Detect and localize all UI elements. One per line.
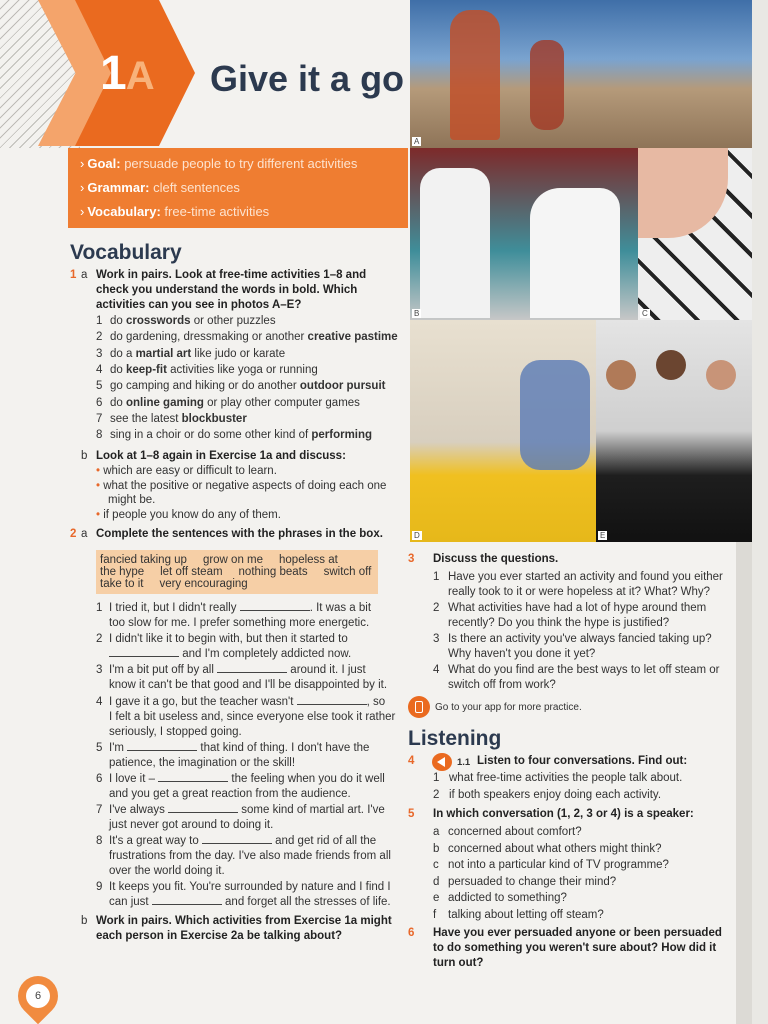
exercise-1b-instruction: Look at 1–8 again in Exercise 1a and discuss: [96,450,346,462]
sentence-line [96,601,371,616]
item-number: 2 [433,789,440,801]
question-text: What activities have had a lot of hype around them [448,602,707,614]
question-text: What do you find are the best ways to let off steam or [448,664,720,676]
list-item [433,842,662,857]
listening-heading: Listening [408,727,502,750]
goal-line: › Goal: persuade people to try different activities [80,156,358,171]
bullet-item: • which are easy or difficult to learn. [96,465,277,477]
sentence-text: just never got around to doing it. [109,819,274,831]
phrase: switch off [323,566,372,578]
exercise-2b-letter: b [81,915,88,927]
answer-gap[interactable] [152,895,222,905]
item-text-pre: do a [110,347,136,360]
item-letter: c [433,859,439,871]
item-bold-term: blockbuster [181,412,247,425]
item-letter: b [433,842,440,855]
sentence-line [96,663,366,678]
item-bold-term: online gaming [126,396,204,409]
phrase: the hype [100,566,145,578]
item-text-pre: do [110,396,126,409]
vocab-item [96,412,247,427]
phrase: very encouraging [159,578,248,590]
sentence-text: some kind of martial art. I've [238,804,385,816]
exercise-6-instruction-3: turn out? [433,957,484,969]
exercise-4-number: 4 [408,755,415,767]
photo-d-sewing [410,320,596,542]
exercise-1a-letter: a [81,269,88,281]
page-number: 6 [26,984,50,1008]
exercise-5-instruction: In which conversation (1, 2, 3 or 4) is a speaker: [433,808,694,820]
item-number: 7 [96,412,103,425]
item-number: 6 [96,396,103,409]
exercise-5-number: 5 [408,808,415,820]
exercise-3-instruction: Discuss the questions. [433,553,559,565]
answer-gap[interactable] [240,601,310,611]
goals-box [68,148,408,228]
exercise-2a-letter: a [81,528,88,540]
item-number: 8 [96,429,103,442]
sentence-text: frustrations from the day. I've also made friends from all [109,850,391,862]
list-item [433,788,661,803]
question-line [433,570,723,585]
sentence-text: know it can't be that good and I'll be disappointed by it. [109,679,388,691]
exercise-1-number: 1 [70,269,77,281]
sentence-line: over the world doing it. [109,865,225,877]
item-text-post: activities like yoga or running [166,363,318,376]
exercise-1a-instruction-3: activities can you see in photos A–E? [96,299,302,311]
unit-number-digit: 1 [100,47,126,100]
phone-app-icon[interactable] [408,696,430,718]
phrase: nothing beats [238,566,308,578]
sentence-text: . It was a bit [309,602,372,614]
photo-label-d: D [414,531,420,540]
unit-number [100,46,154,101]
bullet-continuation: might be. [108,494,156,506]
vocab-item [96,363,318,378]
item-bold-term: performing [311,429,373,442]
bullet-text: if people you know do any of them. [103,509,281,521]
photo-e-choir [596,320,752,542]
sentence-text: It keeps you fit. You're surrounded by nature and I find I [109,881,391,893]
item-number: 2 [96,331,103,344]
sentence-text: I'm [109,742,124,754]
photo-b-karate [410,148,638,320]
exercise-2-number: 2 [70,528,77,540]
audio-track-number: 1.1 [457,757,471,768]
sentence-text: and I'm completely addicted now. [179,648,352,660]
photo-a-hikers [410,0,752,148]
sentence-line [109,787,351,802]
question-line [433,632,712,647]
sentence-line [109,647,351,662]
item-text-pre: sing in a choir or do some other kind of [110,429,312,442]
item-text: addicted to something? [448,892,567,904]
item-letter: d [433,875,440,888]
sentence-line [96,741,369,756]
item-text-pre: see the latest [110,412,182,425]
sentence-line [109,756,295,771]
answer-gap[interactable] [217,663,287,673]
unit-letter: A [125,54,154,98]
sentence-text: around it. I just [287,664,366,676]
item-letter: a [433,826,440,838]
answer-gap[interactable] [297,695,367,705]
question-line: Why haven't you done it yet? [448,648,596,660]
sentence-text: I gave it a go, but the teacher wasn't [109,696,294,708]
vocab-item [96,330,398,345]
item-number: 1 [433,772,440,784]
bullet-text: what the positive or negative aspects of doing each one [103,480,387,492]
sentence-line [96,695,385,710]
item-number: 1 [96,315,103,327]
sentence-text: that kind of thing. I don't have the [197,742,370,754]
page-title: Give it a go [210,58,405,99]
exercise-2b-instruction-1: Work in pairs. Which activities from Exercise 1a might [96,915,392,927]
vocab-item [96,396,360,411]
phrase: fancied taking up [100,554,187,566]
sentence-text: I tried it, but I didn't really [109,602,237,614]
sentence-text: can just [109,896,149,908]
item-text-pre: do [110,315,126,327]
item-text: not into a particular kind of TV programme? [448,859,669,871]
list-item [433,908,604,923]
exercise-6-instruction-1: Have you ever persuaded anyone or been persuaded [433,927,722,939]
phrase-box [96,550,378,594]
vocab-item [96,347,285,362]
question-line [433,601,706,616]
item-text-post: like judo or karate [191,347,286,360]
sentence-number: 5 [96,742,103,754]
vocab-item [96,428,372,443]
item-number: 5 [96,380,103,393]
exercise-1b-letter: b [81,450,88,462]
sentence-number: 6 [96,773,103,785]
sentence-line [109,710,395,725]
exercise-1a-instruction-2: check you understand the words in bold. Which [96,284,358,296]
phrase-row-3 [100,577,248,592]
vocab-item [96,379,385,394]
item-text: what free-time activities the people talk about. [449,772,683,784]
vocabulary-heading: Vocabulary [70,241,182,264]
item-text-pre: go camping and hiking or do another [110,380,300,393]
grammar-text: cleft sentences [153,180,240,195]
goal-text: persuade people to try different activities [124,156,358,171]
grammar-label: Grammar: [87,180,150,195]
exercise-3-number: 3 [408,553,415,565]
sentence-line [109,849,391,864]
sentence-line [109,818,273,833]
sentence-text: patience, the imagination or the skill! [109,757,296,769]
sentence-line [96,834,376,849]
question-line: switch off from work? [448,679,556,691]
sentence-text: I didn't like it to begin with, but then it started to [109,633,348,645]
answer-gap[interactable] [127,741,197,751]
item-bold-term: martial art [135,347,192,360]
vocabulary-line: › Vocabulary: free-time activities [80,204,270,219]
sentence-text: , so [366,696,386,708]
grammar-line: › Grammar: cleft sentences [80,180,240,195]
exercise-2a-instruction: Complete the sentences with the phrases in the box. [96,528,383,540]
answer-gap[interactable] [202,834,272,844]
list-item [433,875,616,890]
sentence-text: I'm a bit put off by all [109,664,214,676]
question-text: Is there an activity you've always fancied taking up? [448,633,712,645]
item-bold-term: crosswords [126,315,191,327]
question-text: Have you ever started an activity and found you either [448,571,723,583]
sentence-line [96,880,391,895]
item-text: talking about letting off steam? [448,908,604,921]
photo-label-c: C [642,309,648,318]
question-number: 4 [433,664,440,676]
exercise-6-instruction-2: to do something you weren't sure about? How did it [433,942,717,954]
goal-label: Goal: [87,156,121,171]
photo-label-e: E [600,531,606,540]
sentence-text: and get rid of all the [271,835,377,847]
sentence-number: 1 [96,602,103,614]
sentence-number: 9 [96,881,103,893]
phrase: take to it [100,578,144,590]
list-item [433,891,567,906]
item-bold-term: creative pastime [307,331,398,344]
list-item [433,858,669,873]
sentence-line [109,616,369,631]
sentence-line [96,803,385,818]
item-number: 3 [96,347,103,360]
item-text: persuaded to change their mind? [448,875,617,888]
sentence-text: too slow for me. I prefer something more energetic. [109,617,370,629]
item-text: concerned about comfort? [448,826,582,838]
phrase: grow on me [202,554,264,566]
sentence-number: 4 [96,696,103,708]
phrase: hopeless at [279,554,338,566]
sentence-line [96,772,385,787]
photo-c-crossword [638,148,752,320]
sentence-text: I love it – [109,773,156,785]
item-bold-term: outdoor pursuit [299,380,386,393]
item-text-post: or other puzzles [190,315,276,327]
audio-play-icon[interactable] [432,753,452,771]
item-text-post: or play other computer games [203,396,360,409]
photo-label-a: A [414,137,420,146]
item-text-pre: do [110,363,126,376]
phrase: let off steam [160,566,223,578]
sentence-text: and you get a great reaction from the audience. [109,788,351,800]
answer-gap[interactable] [158,772,228,782]
question-number: 2 [433,602,440,614]
sentence-line [109,895,391,910]
sentence-text: the feeling when you do it well [228,773,385,785]
sentence-number: 8 [96,835,103,847]
item-text-pre: do gardening, dressmaking or another [110,331,308,344]
sentence-line [109,678,387,693]
sentence-line: seriously, I stopped going. [109,726,242,738]
question-number: 3 [433,633,440,645]
item-bold-term: keep-fit [126,363,167,376]
bullet-item: • what the positive or negative aspects of doing each one [96,480,387,492]
sentence-number: 2 [96,633,103,645]
sentence-text: It's a great way to [109,835,199,847]
sentence-text: and forget all the stresses of life. [221,896,391,908]
item-number: 4 [96,363,103,376]
vocab-item [96,314,276,329]
answer-gap[interactable] [168,803,238,813]
app-practice-link[interactable]: Go to your app for more practice. [435,702,582,713]
item-text: concerned about what others might think? [448,842,662,855]
bullet-item: • if people you know do any of them. [96,509,281,521]
vocabulary-text: free-time activities [164,204,270,219]
exercise-2b-instruction-2: each person in Exercise 2a be talking about? [96,930,343,942]
sentence-number: 7 [96,804,103,816]
answer-gap[interactable] [109,647,179,657]
sentence-text: I felt a bit useless and, since everyone else took it rather [109,711,396,723]
list-item [433,771,682,786]
exercise-6-number: 6 [408,927,415,939]
question-line: really took to it or were hopeless at it? What? Why? [448,586,711,598]
item-letter: f [433,908,437,921]
sentence-text: I've always [109,804,165,816]
photo-label-b: B [414,309,420,318]
item-text: if both speakers enjoy doing each activity. [449,789,662,801]
list-item [433,825,582,840]
exercise-1a-instruction-1: Work in pairs. Look at free-time activities 1–8 and [96,269,367,281]
vocabulary-label: Vocabulary: [87,204,161,219]
question-number: 1 [433,571,440,583]
sentence-line [96,632,348,647]
question-line [433,663,719,678]
question-line: recently? Do you think the hype is justified? [448,617,670,629]
sentence-number: 3 [96,664,103,676]
exercise-4-instruction: Listen to four conversations. Find out: [477,755,688,767]
bullet-text: which are easy or difficult to learn. [103,465,277,477]
item-letter: e [433,892,440,904]
